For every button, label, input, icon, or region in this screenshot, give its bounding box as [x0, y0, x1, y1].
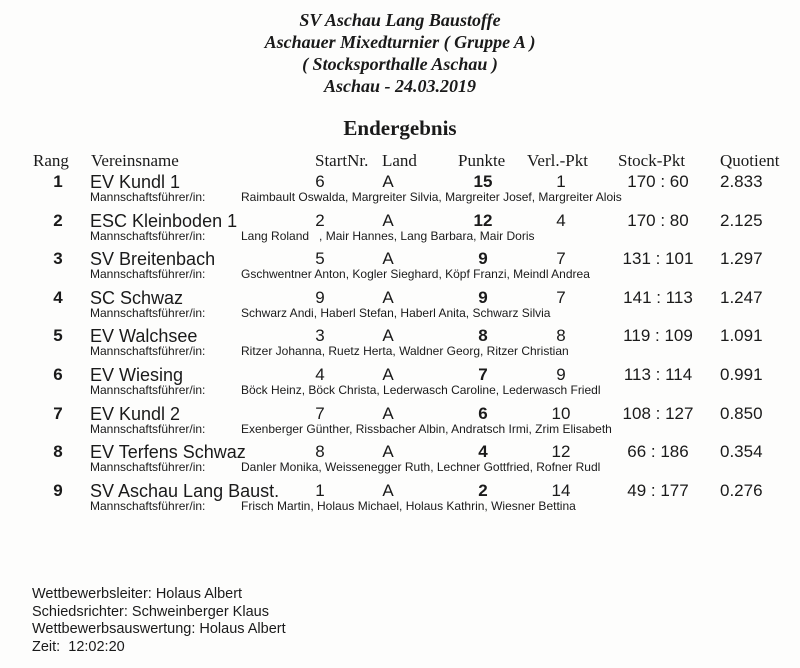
quotient-cell: 1.091 — [720, 326, 763, 346]
captain-names: Lang Roland , Mair Hannes, Lang Barbara, Mair Doris — [241, 228, 535, 243]
captain-names: Frisch Martin, Holaus Michael, Holaus Kathrin, Wiesner Bettina — [241, 498, 576, 513]
land-cell: A — [382, 403, 394, 423]
rank-cell: 3 — [53, 249, 63, 269]
captain-label: Mannschaftsführer/in: — [90, 460, 206, 475]
punkte-cell: 8 — [478, 326, 488, 346]
punkte-cell: 4 — [478, 442, 488, 462]
team-name: EV Kundl 2 — [90, 403, 181, 424]
rank-cell: 8 — [53, 442, 63, 462]
verl-pkt-cell: 12 — [551, 442, 571, 462]
punkte-cell: 7 — [478, 365, 488, 384]
captain-label: Mannschaftsführer/in: — [90, 498, 206, 513]
quotient-cell: 2.125 — [720, 210, 763, 230]
team-name: EV Kundl 1 — [90, 172, 181, 192]
stock-pkt-cell: 49 : 177 — [627, 480, 689, 500]
team-name: EV Wiesing — [90, 365, 184, 385]
tournament-line: Aschauer Mixedturnier ( Gruppe A ) — [264, 32, 536, 52]
table-row — [0, 326, 800, 364]
team-name: SV Breitenbach — [90, 249, 216, 270]
startnr-cell: 1 — [315, 480, 325, 500]
quotient-cell: 0.354 — [720, 442, 763, 462]
verl-pkt-cell: 4 — [556, 210, 566, 230]
startnr-cell: 6 — [315, 172, 325, 191]
verl-pkt-cell: 9 — [556, 365, 566, 384]
captain-names: Gschwentner Anton, Kogler Sieghard, Köpf Franzi, Meindl Andrea — [241, 267, 590, 282]
verl-pkt-cell: 7 — [556, 249, 566, 269]
land-cell: A — [382, 365, 394, 384]
table-row — [0, 172, 800, 210]
land-cell: A — [382, 326, 394, 346]
rank-cell: 1 — [53, 172, 63, 191]
team-name: EV Walchsee — [90, 326, 198, 347]
team-name: ESC Kleinboden 1 — [90, 210, 238, 231]
captain-label: Mannschaftsführer/in: — [90, 267, 206, 282]
punkte-cell: 9 — [478, 287, 488, 307]
quotient-cell: 0.991 — [720, 365, 763, 384]
verl-pkt-cell: 10 — [551, 403, 571, 423]
land-cell: A — [382, 249, 394, 269]
team-name: EV Terfens Schwaz — [90, 442, 246, 463]
verl-pkt-cell: 1 — [556, 172, 566, 191]
startnr-cell: 4 — [315, 365, 325, 384]
captain-label: Mannschaftsführer/in: — [90, 421, 206, 436]
startnr-cell: 7 — [315, 403, 325, 423]
captain-names: Böck Heinz, Böck Christa, Lederwasch Caroline, Lederwasch Friedl — [241, 383, 601, 397]
verl-pkt-cell: 7 — [556, 287, 566, 307]
stock-pkt-cell: 170 : 80 — [627, 210, 689, 230]
startnr-cell: 3 — [315, 326, 325, 346]
captain-names: Raimbault Oswalda, Margreiter Silvia, Margreiter Josef, Margreiter Alois — [241, 190, 622, 204]
stock-pkt-cell: 66 : 186 — [627, 442, 689, 462]
startnr-cell: 2 — [315, 210, 325, 230]
col-land: Land — [382, 151, 417, 170]
col-rang: Rang — [33, 151, 69, 170]
quotient-cell: 0.276 — [720, 480, 763, 500]
rank-cell: 9 — [53, 480, 63, 500]
captain-names: Schwarz Andi, Haberl Stefan, Haberl Anita, Schwarz Silvia — [241, 305, 551, 320]
punkte-cell: 9 — [478, 249, 488, 269]
table-row — [0, 365, 800, 403]
quotient-cell: 0.850 — [720, 403, 763, 423]
table-row — [0, 288, 800, 326]
wettbewerbsauswertung: Wettbewerbsauswertung: Holaus Albert — [32, 621, 286, 637]
table-row — [0, 249, 800, 287]
land-cell: A — [382, 480, 394, 500]
punkte-cell: 12 — [473, 210, 493, 230]
col-punkte: Punkte — [458, 151, 506, 170]
punkte-cell: 6 — [478, 403, 488, 423]
date-line: Aschau - 24.03.2019 — [323, 76, 476, 96]
zeit: Zeit: 12:02:20 — [32, 638, 125, 655]
stock-pkt-cell: 119 : 109 — [623, 326, 693, 346]
page-title: Endergebnis — [343, 116, 457, 140]
land-cell: A — [382, 287, 394, 307]
col-startnr: StartNr. — [315, 151, 369, 170]
quotient-cell: 1.297 — [720, 249, 763, 269]
land-cell: A — [382, 172, 394, 191]
captain-names: Exenberger Günther, Rissbacher Albin, Andratsch Irmi, Zrim Elisabeth — [241, 421, 612, 436]
startnr-cell: 9 — [315, 287, 325, 307]
startnr-cell: 8 — [315, 442, 325, 462]
rank-cell: 2 — [53, 210, 63, 230]
organizer-line: SV Aschau Lang Baustoffe — [299, 10, 501, 30]
quotient-cell: 1.247 — [720, 287, 763, 307]
col-quotient: Quotient — [720, 151, 780, 170]
col-vereinsname: Vereinsname — [91, 151, 179, 170]
table-row — [0, 404, 800, 442]
footer-info — [32, 586, 286, 656]
team-name: SV Aschau Lang Baust. — [90, 480, 280, 501]
venue-line: ( Stocksporthalle Aschau ) — [302, 54, 498, 74]
punkte-cell: 2 — [478, 480, 488, 500]
verl-pkt-cell: 8 — [556, 326, 566, 346]
land-cell: A — [382, 210, 394, 230]
captain-label: Mannschaftsführer/in: — [90, 190, 206, 204]
rank-cell: 4 — [53, 287, 63, 307]
stock-pkt-cell: 113 : 114 — [623, 365, 693, 384]
punkte-cell: 15 — [473, 172, 493, 191]
table-row — [0, 442, 800, 480]
team-name: SC Schwaz — [90, 287, 184, 308]
stock-pkt-cell: 108 : 127 — [622, 403, 694, 423]
captain-label: Mannschaftsführer/in: — [90, 228, 206, 243]
table-row — [0, 211, 800, 249]
captain-label: Mannschaftsführer/in: — [90, 344, 206, 359]
captain-names: Danler Monika, Weissenegger Ruth, Lechner Gottfried, Rofner Rudl — [241, 460, 601, 475]
captain-label: Mannschaftsführer/in: — [90, 305, 206, 320]
wettbewerbsleiter: Wettbewerbsleiter: Holaus Albert — [32, 586, 243, 602]
rank-cell: 6 — [53, 365, 63, 384]
startnr-cell: 5 — [315, 249, 325, 269]
stock-pkt-cell: 141 : 113 — [623, 287, 693, 307]
quotient-cell: 2.833 — [720, 172, 763, 191]
verl-pkt-cell: 14 — [551, 480, 571, 500]
land-cell: A — [382, 442, 394, 462]
stock-pkt-cell: 170 : 60 — [627, 172, 689, 191]
captain-label: Mannschaftsführer/in: — [90, 383, 206, 397]
rank-cell: 7 — [53, 403, 63, 423]
col-verl-pkt: Verl.-Pkt — [527, 151, 588, 170]
table-row — [0, 481, 800, 519]
rank-cell: 5 — [53, 326, 63, 346]
stock-pkt-cell: 131 : 101 — [622, 249, 694, 269]
col-stock-pkt: Stock-Pkt — [618, 151, 686, 170]
captain-names: Ritzer Johanna, Ruetz Herta, Waldner Georg, Ritzer Christian — [241, 344, 569, 359]
schiedsrichter: Schiedsrichter: Schweinberger Klaus — [32, 603, 269, 620]
